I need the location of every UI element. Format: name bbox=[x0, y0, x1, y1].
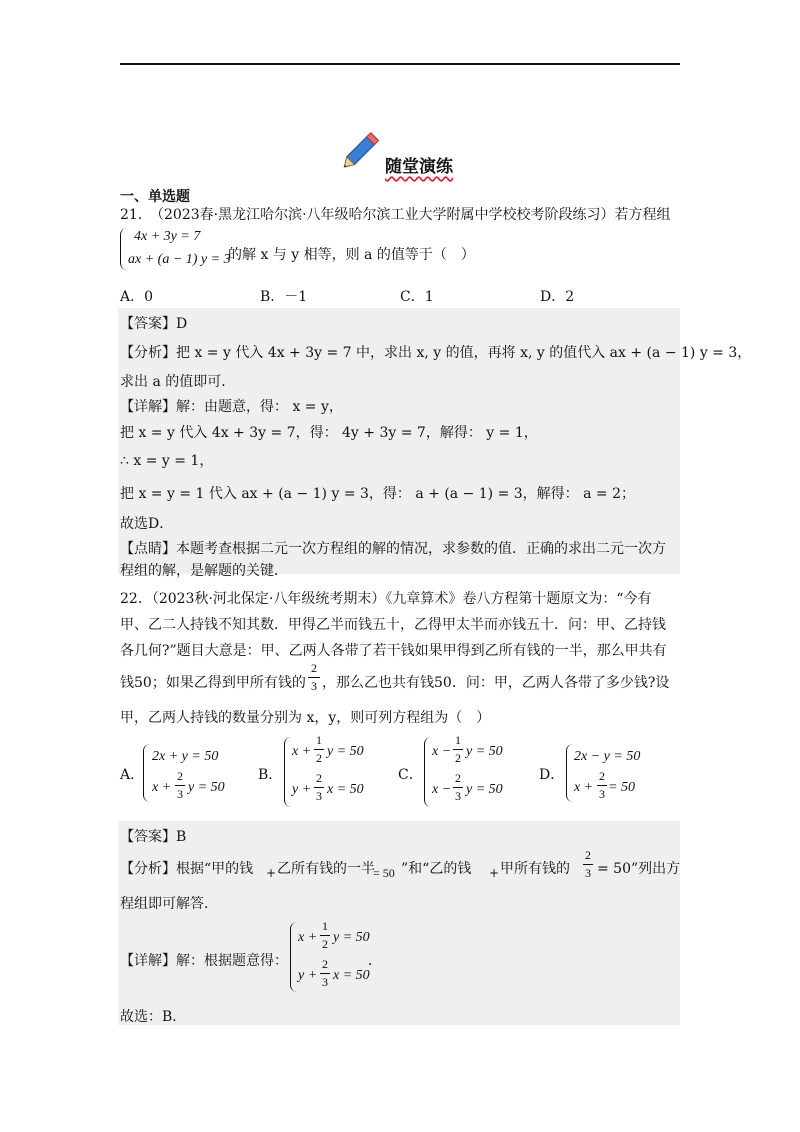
q22-option-b-eq1-right: y = 50 bbox=[327, 744, 364, 759]
q22-option-a-label[interactable]: A． bbox=[120, 767, 145, 783]
q22-option-d-eq2-right: = 50 bbox=[608, 780, 635, 795]
q22-option-c-eq2-left: x − bbox=[432, 782, 452, 797]
q22-analysis-b: 乙所有钱的一半 bbox=[277, 861, 375, 877]
q21-detail-3: ∴ x = y = 1， bbox=[120, 453, 214, 469]
q22-detail-eq2-left: y + bbox=[298, 968, 318, 983]
q21-system-brace bbox=[120, 228, 127, 270]
q22-detail-fraction-2: 2 3 bbox=[322, 957, 328, 989]
q22-option-c-eq1-right: y = 50 bbox=[466, 744, 503, 759]
q21-detail-2: 把 x = y 代入 4x + 3y = 7，得： 4y + 3y = 7，解得： y = 1， bbox=[120, 425, 538, 441]
q22-option-a-eq1: 2x + y = 50 bbox=[152, 749, 219, 764]
q22-analysis-fraction: 2 3 bbox=[585, 848, 591, 880]
section-title: 随堂演练 bbox=[385, 157, 453, 177]
q21-analysis: 【分析】把 x = y 代入 4x + 3y = 7 中，求出 x, y 的值，再将 x, y 的值代入 ax + (a − 1) y = 3， bbox=[120, 345, 752, 361]
q22-option-b-eq2-left: y + bbox=[292, 782, 312, 797]
q22-detail-eq1-left: x + bbox=[298, 930, 318, 945]
q22-detail-brace bbox=[290, 922, 297, 992]
q21-detail-1: 【详解】解：由题意，得： x = y， bbox=[120, 399, 343, 415]
pencil-icon bbox=[340, 126, 386, 172]
q22-detail-eq2-right: x = 50 bbox=[333, 968, 370, 983]
q21-detail-4: 把 x = y = 1 代入 ax + (a − 1) y = 3，得： a + (a − 1) = 3，解得： a = 2； bbox=[120, 486, 636, 502]
q22-option-c-fraction-2: 2 3 bbox=[455, 771, 461, 803]
q22-line-1: 22．（2023秋·河北保定·八年级统考期末）《九章算术》卷八方程第十题原文为：“今有 bbox=[120, 591, 652, 607]
q22-eq50-1: = 50 bbox=[373, 866, 395, 880]
q21-option-b[interactable]: B．－1 bbox=[260, 289, 308, 305]
q22-analysis-c: ”和“乙的钱 bbox=[401, 861, 472, 877]
q22-option-b-fraction-2: 2 3 bbox=[316, 771, 322, 803]
q22-option-a-eq2-left: x + bbox=[152, 780, 172, 795]
q21-stem-tail: 的解 x 与 y 相等，则 a 的值等于（ ） bbox=[228, 247, 475, 263]
q22-plus-2: + bbox=[489, 866, 500, 880]
q22-option-b-brace bbox=[284, 737, 291, 807]
q22-option-d-eq1: 2x − y = 50 bbox=[574, 749, 641, 764]
q22-option-c-brace bbox=[424, 737, 431, 807]
q22-option-d-brace bbox=[566, 744, 573, 802]
q22-line-4a: 钱50；如果乙得到甲所有钱的 bbox=[120, 675, 306, 691]
q22-analysis-a: 【分析】根据“甲的钱 bbox=[120, 861, 254, 877]
q22-option-d-fraction: 2 3 bbox=[599, 769, 605, 801]
q22-option-c-fraction-1: 1 2 bbox=[455, 733, 461, 765]
q22-answer: 【答案】B bbox=[120, 829, 187, 845]
q22-plus-1: + bbox=[266, 866, 277, 880]
q22-option-b-label[interactable]: B． bbox=[258, 767, 283, 783]
q22-analysis-d: 甲所有钱的 bbox=[500, 861, 570, 877]
q22-detail: 【详解】解：根据题意得： bbox=[120, 953, 288, 969]
q21-option-d[interactable]: D．2 bbox=[540, 289, 575, 305]
q22-line-3: 各几何?”题目大意是：甲、乙两人各带了若干钱如果甲得到乙所有钱的一半，那么甲共有 bbox=[120, 643, 667, 659]
q22-line-5: 甲，乙两人持钱的数量分别为 x，y，则可列方程组为（ ） bbox=[120, 710, 491, 726]
q21-option-a[interactable]: A．0 bbox=[120, 289, 154, 305]
q22-line-4b: ，那么乙也共有钱50．问：甲，乙两人各带了多少钱?设 bbox=[322, 675, 670, 691]
q22-option-d-label[interactable]: D． bbox=[539, 767, 565, 783]
q21-eq2: ax + (a − 1) y = 3 bbox=[128, 252, 231, 267]
q22-option-a-fraction: 2 3 bbox=[177, 769, 183, 801]
q21-number: 21． bbox=[120, 207, 152, 223]
q22-detail-period: ． bbox=[368, 953, 382, 969]
q22-fraction-2-3: 2 3 bbox=[308, 661, 320, 694]
q21-comment-2: 程组的解，是解题的关键． bbox=[120, 563, 288, 579]
part-heading: 一、单选题 bbox=[120, 189, 190, 205]
q21-source: （2023春·黑龙江哈尔滨·八年级哈尔滨工业大学附属中学校校考阶段练习）若方程组 bbox=[150, 207, 671, 223]
q22-option-d-eq2-left: x + bbox=[574, 780, 594, 795]
q22-option-c-label[interactable]: C． bbox=[398, 767, 423, 783]
q22-solution-box bbox=[118, 821, 680, 1025]
q21-option-c[interactable]: C．1 bbox=[400, 289, 434, 305]
q21-eq1: 4x + 3y = 7 bbox=[134, 229, 201, 244]
q22-analysis-e: = 50”列出方 bbox=[597, 861, 681, 877]
q22-option-b-fraction-1: 1 2 bbox=[316, 733, 322, 765]
q21-answer: 【答案】D bbox=[120, 316, 188, 332]
q21-choose: 故选D． bbox=[120, 516, 174, 532]
q21-analysis-2: 求出 a 的值即可． bbox=[120, 374, 236, 390]
q22-option-b-eq1-left: x + bbox=[292, 744, 312, 759]
q21-comment-1: 【点睛】本题考查根据二元一次方程组的解的情况，求参数的值．正确的求出二元一次方 bbox=[120, 541, 666, 557]
q22-option-c-eq1-left: x − bbox=[432, 744, 452, 759]
q22-option-a-brace bbox=[143, 744, 150, 802]
q22-choose: 故选：B． bbox=[120, 1009, 187, 1025]
q22-detail-eq1-right: y = 50 bbox=[333, 930, 370, 945]
q22-analysis-2: 程组即可解答． bbox=[120, 896, 218, 912]
q22-option-b-eq2-right: x = 50 bbox=[327, 782, 364, 797]
q22-detail-fraction-1: 1 2 bbox=[322, 919, 328, 951]
top-rule bbox=[120, 63, 680, 65]
q22-option-c-eq2-right: y = 50 bbox=[466, 782, 503, 797]
q22-line-2: 甲、乙二人持钱不知其数．甲得乙半而钱五十，乙得甲太半而亦钱五十．问：甲、乙持钱 bbox=[120, 617, 666, 633]
q22-option-a-eq2-right: y = 50 bbox=[188, 780, 225, 795]
